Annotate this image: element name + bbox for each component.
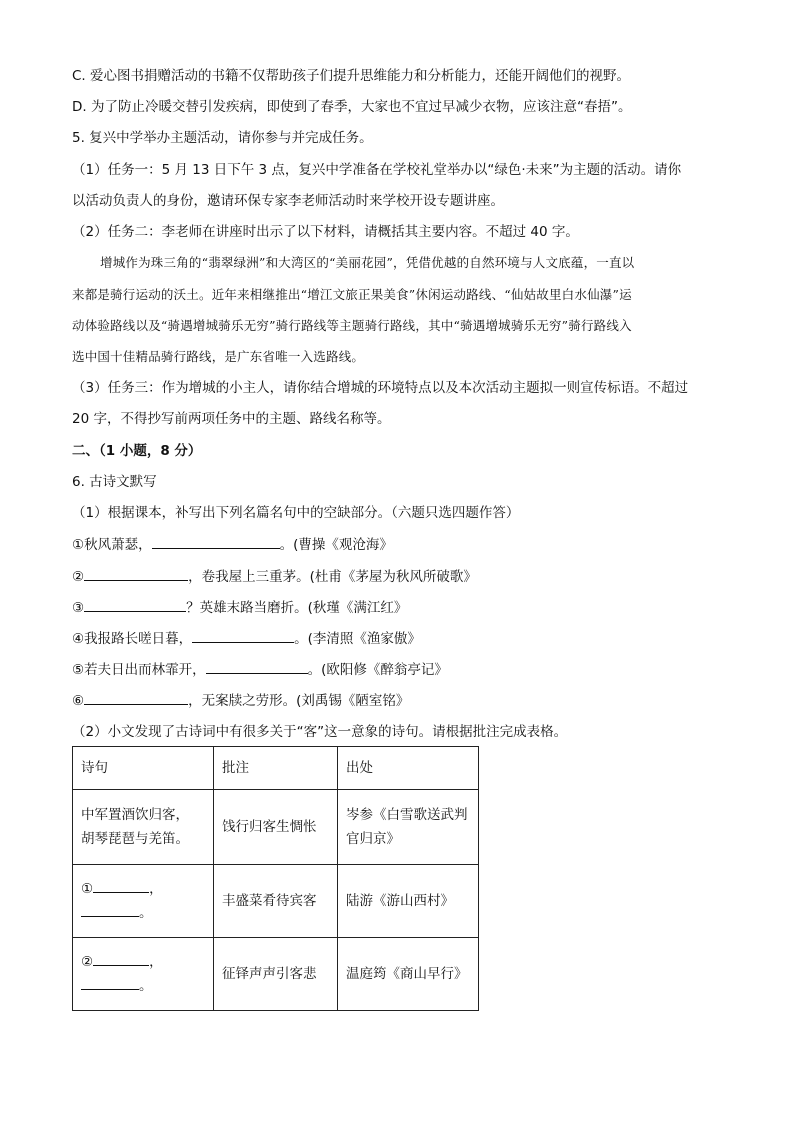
fill-item: ①秋风萧瑟， 。(曹操《观沧海》 [72,534,393,555]
task-2: （2）任务二：李老师在讲座时出示了以下材料，请概括其主要内容。不超过 40 字。 [72,224,579,240]
note-cell: 饯行归客生惆怅 [214,790,338,865]
header-note: 批注 [214,747,338,790]
answer-blank[interactable] [81,902,139,917]
task-1-line-2: 以活动负责人的身份，邀请环保专家李老师活动时来学校开设专题讲座。 [72,193,504,209]
question-6-part-2: （2）小文发现了古诗词中有很多关于“客”这一意象的诗句。请根据批注完成表格。 [72,724,568,740]
question-5: 5. 复兴中学举办主题活动，请你参与并完成任务。 [72,130,373,146]
answer-blank[interactable] [93,951,149,966]
verse-cell: ② ， 。 [73,938,214,1011]
question-6-part-1: （1）根据课本，补写出下列名篇名句中的空缺部分。（六题只选四题作答） [72,505,520,521]
answer-blank[interactable] [84,566,188,581]
task-1-line-1: （1）任务一：5 月 13 日下午 3 点，复兴中学准备在学校礼堂举办以“绿色·未来”为主题的活动。请你 [72,162,682,178]
fill-item: ⑤若夫日出而林霏开， 。(欧阳修《醉翁亭记》 [72,659,448,680]
option-c: C. 爱心图书捐赠活动的书籍不仅帮助孩子们提升思维能力和分析能力，还能开阔他们的视野。 [72,68,631,84]
answer-blank[interactable] [93,878,149,893]
material-line-3: 动体验路线以及“骑遇增城骑乐无穷”骑行路线等主题骑行路线，其中“骑遇增城骑乐无穷”骑行路线入 [72,318,632,333]
material-line-1: 增城作为珠三角的“翡翠绿洲”和大湾区的“美丽花园”，凭借优越的自然环境与人文底蕴，一直以 [100,255,635,270]
fill-item: ③ ？英雄末路当磨折。(秋瑾《满江红》 [72,597,407,618]
answer-blank[interactable] [84,690,188,705]
answer-blank[interactable] [81,975,139,990]
answer-blank[interactable] [84,597,186,612]
task-3-line-2: 20 字，不得抄写前两项任务中的主题、路线名称等。 [72,411,391,427]
verse-cell: 中军置酒饮归客， 胡琴琵琶与羌笛。 [73,790,214,865]
fill-item: ② ，卷我屋上三重茅。(杜甫《茅屋为秋风所破歌》 [72,566,477,587]
header-source: 出处 [338,747,479,790]
task-3-line-1: （3）任务三：作为增城的小主人，请你结合增城的环境特点以及本次活动主题拟一则宣传标语。不超过 [72,380,689,396]
note-cell: 征铎声声引客悲 [214,938,338,1011]
question-6: 6. 古诗文默写 [72,474,157,490]
source-cell: 陆游《游山西村》 [338,865,479,938]
answer-blank[interactable] [152,534,280,549]
header-verse: 诗句 [73,747,214,790]
option-d: D. 为了防止冷暖交替引发疾病，即使到了春季，大家也不宜过早减少衣物，应该注意“春捂”。 [72,99,632,115]
source-cell: 温庭筠《商山早行》 [338,938,479,1011]
table-row [73,865,479,938]
table-header-row [73,747,479,790]
answer-blank[interactable] [206,659,308,674]
table-row [73,938,479,1011]
material-line-2: 来都是骑行运动的沃土。近年来相继推出“增江文旅正果美食”休闲运动路线、“仙姑故里白水仙瀑”运 [72,287,632,302]
section-2-heading: 二、（1 小题，8 分） [72,443,202,459]
answer-blank[interactable] [192,628,294,643]
fill-item: ⑥ ，无案牍之劳形。(刘禹锡《陋室铭》 [72,690,409,711]
table-row [73,790,479,865]
verse-cell: ① ， 。 [73,865,214,938]
fill-item: ④我报路长嗟日暮， 。(李清照《渔家傲》 [72,628,421,649]
source-cell: 岑参《白雪歌送武判 官归京》 [338,790,479,865]
material-line-4: 选中国十佳精品骑行路线，是广东省唯一入选路线。 [72,349,365,364]
poem-table [72,746,479,1011]
note-cell: 丰盛菜肴待宾客 [214,865,338,938]
